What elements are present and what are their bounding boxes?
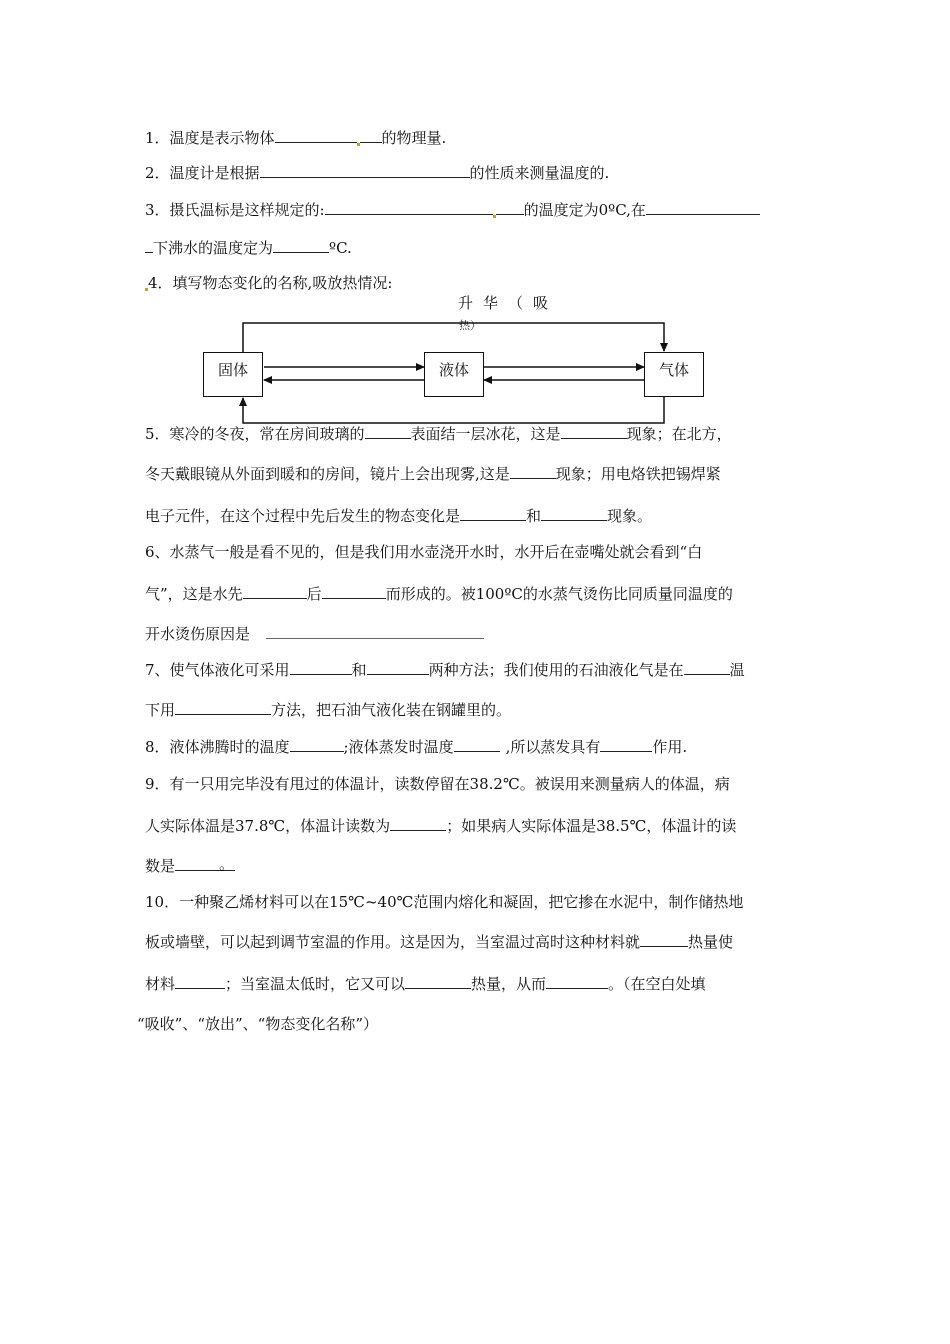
q10-text-e: ；当室温太低时，它又可以	[225, 975, 406, 993]
q7-text-f: 方法，把石油气液化装在钢罐里的。	[271, 701, 512, 719]
q5-text-g: 和	[526, 507, 542, 525]
q8-text-b: ;液体蒸发时温度	[343, 738, 454, 756]
question-5	[145, 424, 732, 444]
solid-label: 固体	[217, 361, 248, 379]
gas-label: 气体	[658, 361, 689, 379]
sublimation-caption: 升华（吸	[458, 294, 559, 312]
question-9	[145, 774, 730, 794]
q3-text-start: 3．摄氏温标是这样规定的:	[145, 201, 325, 219]
q10-text-g: 。（在空白处填	[608, 975, 706, 993]
q5-blank-4[interactable]	[460, 506, 526, 521]
q5-blank-1[interactable]	[365, 424, 411, 439]
q1-text-end: 的物理量.	[381, 129, 447, 147]
q5-text-a: 5．寒冷的冬夜，常在房间玻璃的	[145, 425, 365, 443]
question-7	[145, 660, 745, 680]
q7-text-c: 两种方法；我们使用的石油液化气是在	[428, 661, 684, 679]
q10-text-h: “吸收”、“放出”、“物态变化名称”）	[137, 1015, 379, 1033]
q7-blank-1[interactable]	[290, 660, 352, 675]
q8-blank-3[interactable]	[600, 737, 652, 752]
q9-text-c: ；如果病人实际体温是38.5℃，体温计的读	[446, 817, 737, 835]
q5-text-f: 电子元件，在这个过程中先后发生的物态变化是	[145, 507, 461, 525]
q6-text-c: 后	[306, 585, 322, 603]
question-10-cont-1	[145, 932, 733, 952]
q4-text: 4．填写物态变化的名称,吸放热情况:	[148, 274, 393, 292]
q3-text-c: 下沸水的温度定为	[153, 239, 274, 257]
question-5-cont-1	[145, 464, 721, 484]
q10-blank-1[interactable]	[640, 932, 688, 947]
gas-box	[644, 352, 704, 397]
q10-text-a: 10．一种聚乙烯材料可以在15℃~40℃范围内熔化和凝固，把它掺在水泥中，制作储热地	[145, 893, 744, 911]
q6-text-b: 气”，这是水先	[145, 585, 243, 603]
q9-text-e: 。	[219, 855, 235, 873]
question-6	[145, 542, 702, 562]
q9-text-d: 数是	[145, 857, 176, 875]
q2-text-start: 2．温度计是根据	[145, 164, 260, 182]
q8-text-c: ,所以蒸发具有	[505, 738, 601, 756]
q7-blank-2[interactable]	[367, 660, 429, 675]
solid-box	[203, 352, 263, 397]
q8-text-d: 作用.	[652, 738, 688, 756]
q10-text-f: 热量，从而	[471, 975, 547, 993]
q5-blank-2[interactable]	[561, 424, 627, 439]
q7-text-d: 温	[729, 661, 745, 679]
question-10-cont-3	[137, 1014, 378, 1034]
sublimation-caption-cut: 热）	[459, 319, 481, 332]
q6-blank-2[interactable]	[322, 584, 386, 599]
q9-text-a: 9．有一只用完毕没有甩过的体温计，读数停留在38.2℃。被误用来测量病人的体温，病	[145, 775, 730, 793]
question-5-cont-2	[145, 506, 652, 526]
question-6-cont-2	[145, 624, 484, 644]
question-10	[145, 892, 743, 912]
q3-text-mid: 的温度定为0ºC,在	[523, 201, 646, 219]
liquid-label: 液体	[438, 361, 469, 379]
sublimation-arrow	[243, 323, 664, 352]
q5-blank-5[interactable]	[541, 506, 607, 521]
q5-text-b: 表面结一层冰花，这是	[410, 425, 561, 443]
q9-blank-1[interactable]	[390, 816, 446, 831]
question-9-cont-2	[145, 856, 235, 876]
q6-blank-3[interactable]	[266, 624, 484, 639]
q7-blank-4[interactable]	[175, 700, 271, 715]
q3-text-d: ºC.	[329, 239, 352, 257]
q8-blank-2[interactable]	[454, 737, 500, 752]
q6-text-e: 开水烫伤原因是	[145, 625, 251, 643]
q8-text-a: 8．液体沸腾时的温度	[145, 738, 290, 756]
question-6-cont-1	[145, 584, 733, 604]
q5-blank-3[interactable]	[510, 464, 556, 479]
question-7-cont	[145, 700, 511, 720]
liquid-box	[424, 352, 484, 397]
deposition-arrow	[243, 397, 664, 423]
q10-blank-4[interactable]	[546, 974, 608, 989]
question-8	[145, 737, 687, 757]
q10-text-d: 材料	[145, 975, 176, 993]
q5-text-e: 现象；用电烙铁把锡焊紧	[555, 465, 721, 483]
q10-text-c: 热量使	[688, 933, 734, 951]
q7-blank-3[interactable]	[684, 660, 730, 675]
q10-text-b: 板或墙壁，可以起到调节室温的作用。这是因为，当室温过高时这种材料就	[145, 933, 641, 951]
q7-text-b: 和	[351, 661, 367, 679]
q7-text-e: 下用	[145, 701, 176, 719]
q10-blank-2[interactable]	[175, 974, 225, 989]
q6-text-d: 而形成的。被100ºC的水蒸气烫伤比同质量同温度的	[385, 585, 733, 603]
q1-text-start: 1．温度是表示物体	[145, 129, 275, 147]
q7-text-a: 7、使气体液化可采用	[145, 661, 290, 679]
question-9-cont-1	[145, 816, 736, 836]
question-10-cont-2	[145, 974, 706, 994]
q2-text-end: 的性质来测量温度的.	[469, 164, 610, 182]
q9-blank-2[interactable]	[175, 856, 235, 871]
q9-text-b: 人实际体温是37.8℃，体温计读数为	[145, 817, 391, 835]
q5-text-d: 冬天戴眼镜从外面到暖和的房间，镜片上会出现雾,这是	[145, 465, 510, 483]
q6-text-a: 6、水蒸气一般是看不见的，但是我们用水壶浇开水时，水开后在壶嘴处就会看到“白	[145, 543, 703, 561]
q10-blank-3[interactable]	[405, 974, 471, 989]
q5-text-c: 现象；在北方，	[626, 425, 732, 443]
q5-text-h: 现象。	[607, 507, 653, 525]
q8-blank-1[interactable]	[290, 737, 344, 752]
q6-blank-1[interactable]	[243, 584, 307, 599]
